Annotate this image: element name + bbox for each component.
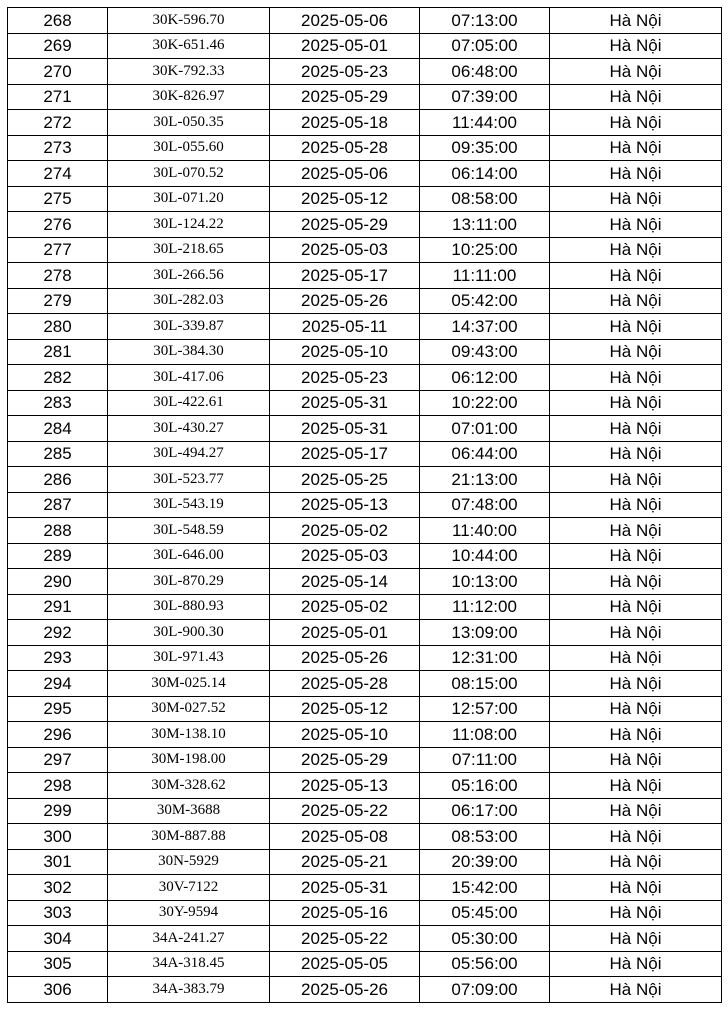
plate-number-cell: 30M-198.00 <box>108 747 270 773</box>
plate-number-cell: 30L-900.30 <box>108 620 270 646</box>
date-cell: 2025-05-28 <box>270 135 420 161</box>
time-cell: 06:14:00 <box>420 161 550 187</box>
time-cell: 07:05:00 <box>420 33 550 59</box>
location-cell: Hà Nội <box>550 365 722 391</box>
time-cell: 10:25:00 <box>420 237 550 263</box>
time-cell: 06:44:00 <box>420 441 550 467</box>
table-row <box>8 518 722 544</box>
row-number-cell: 295 <box>8 696 108 722</box>
plate-number-cell: 30V-7122 <box>108 875 270 901</box>
date-cell: 2025-05-08 <box>270 824 420 850</box>
plate-number-cell: 30L-870.29 <box>108 569 270 595</box>
date-cell: 2025-05-17 <box>270 441 420 467</box>
plate-number-cell: 30L-543.19 <box>108 492 270 518</box>
table-row <box>8 33 722 59</box>
date-cell: 2025-05-06 <box>270 8 420 34</box>
time-cell: 07:13:00 <box>420 8 550 34</box>
row-number-cell: 269 <box>8 33 108 59</box>
date-cell: 2025-05-29 <box>270 747 420 773</box>
row-number-cell: 296 <box>8 722 108 748</box>
location-cell: Hà Nội <box>550 186 722 212</box>
plate-number-cell: 30M-328.62 <box>108 773 270 799</box>
plate-number-cell: 30K-792.33 <box>108 59 270 85</box>
table-row <box>8 849 722 875</box>
location-cell: Hà Nội <box>550 620 722 646</box>
time-cell: 20:39:00 <box>420 849 550 875</box>
row-number-cell: 302 <box>8 875 108 901</box>
table-row <box>8 977 722 1003</box>
location-cell: Hà Nội <box>550 33 722 59</box>
time-cell: 07:09:00 <box>420 977 550 1003</box>
plate-number-cell: 30L-055.60 <box>108 135 270 161</box>
plate-number-cell: 30M-3688 <box>108 798 270 824</box>
time-cell: 07:48:00 <box>420 492 550 518</box>
row-number-cell: 268 <box>8 8 108 34</box>
location-cell: Hà Nội <box>550 569 722 595</box>
location-cell: Hà Nội <box>550 161 722 187</box>
date-cell: 2025-05-23 <box>270 59 420 85</box>
table-row <box>8 773 722 799</box>
location-cell: Hà Nội <box>550 645 722 671</box>
date-cell: 2025-05-12 <box>270 186 420 212</box>
row-number-cell: 286 <box>8 467 108 493</box>
plate-number-cell: 30M-027.52 <box>108 696 270 722</box>
row-number-cell: 291 <box>8 594 108 620</box>
date-cell: 2025-05-26 <box>270 977 420 1003</box>
location-cell: Hà Nội <box>550 671 722 697</box>
time-cell: 05:45:00 <box>420 900 550 926</box>
row-number-cell: 287 <box>8 492 108 518</box>
plate-number-cell: 30K-651.46 <box>108 33 270 59</box>
row-number-cell: 306 <box>8 977 108 1003</box>
date-cell: 2025-05-21 <box>270 849 420 875</box>
table-row <box>8 671 722 697</box>
time-cell: 11:40:00 <box>420 518 550 544</box>
table-row <box>8 747 722 773</box>
date-cell: 2025-05-22 <box>270 926 420 952</box>
location-cell: Hà Nội <box>550 518 722 544</box>
row-number-cell: 283 <box>8 390 108 416</box>
plate-number-cell: 30L-646.00 <box>108 543 270 569</box>
date-cell: 2025-05-17 <box>270 263 420 289</box>
time-cell: 09:43:00 <box>420 339 550 365</box>
time-cell: 07:11:00 <box>420 747 550 773</box>
location-cell: Hà Nội <box>550 543 722 569</box>
plate-number-cell: 30M-138.10 <box>108 722 270 748</box>
date-cell: 2025-05-31 <box>270 416 420 442</box>
row-number-cell: 270 <box>8 59 108 85</box>
date-cell: 2025-05-13 <box>270 773 420 799</box>
date-cell: 2025-05-26 <box>270 645 420 671</box>
table-row <box>8 135 722 161</box>
date-cell: 2025-05-06 <box>270 161 420 187</box>
table-row <box>8 875 722 901</box>
row-number-cell: 278 <box>8 263 108 289</box>
row-number-cell: 277 <box>8 237 108 263</box>
time-cell: 10:22:00 <box>420 390 550 416</box>
table-row <box>8 237 722 263</box>
location-cell: Hà Nội <box>550 314 722 340</box>
date-cell: 2025-05-12 <box>270 696 420 722</box>
time-cell: 21:13:00 <box>420 467 550 493</box>
location-cell: Hà Nội <box>550 875 722 901</box>
time-cell: 07:39:00 <box>420 84 550 110</box>
row-number-cell: 284 <box>8 416 108 442</box>
row-number-cell: 274 <box>8 161 108 187</box>
date-cell: 2025-05-29 <box>270 212 420 238</box>
time-cell: 08:53:00 <box>420 824 550 850</box>
plate-number-cell: 30M-887.88 <box>108 824 270 850</box>
location-cell: Hà Nội <box>550 135 722 161</box>
location-cell: Hà Nội <box>550 212 722 238</box>
location-cell: Hà Nội <box>550 339 722 365</box>
time-cell: 14:37:00 <box>420 314 550 340</box>
date-cell: 2025-05-16 <box>270 900 420 926</box>
plate-number-cell: 30L-070.52 <box>108 161 270 187</box>
time-cell: 06:17:00 <box>420 798 550 824</box>
location-cell: Hà Nội <box>550 798 722 824</box>
date-cell: 2025-05-14 <box>270 569 420 595</box>
row-number-cell: 276 <box>8 212 108 238</box>
table-row <box>8 263 722 289</box>
plate-number-cell: 30L-523.77 <box>108 467 270 493</box>
row-number-cell: 281 <box>8 339 108 365</box>
location-cell: Hà Nội <box>550 288 722 314</box>
row-number-cell: 288 <box>8 518 108 544</box>
date-cell: 2025-05-28 <box>270 671 420 697</box>
row-number-cell: 305 <box>8 951 108 977</box>
date-cell: 2025-05-26 <box>270 288 420 314</box>
location-cell: Hà Nội <box>550 263 722 289</box>
plate-number-cell: 30L-880.93 <box>108 594 270 620</box>
location-cell: Hà Nội <box>550 416 722 442</box>
plate-number-cell: 30L-417.06 <box>108 365 270 391</box>
table-row <box>8 8 722 34</box>
plate-number-cell: 34A-241.27 <box>108 926 270 952</box>
time-cell: 08:58:00 <box>420 186 550 212</box>
date-cell: 2025-05-18 <box>270 110 420 136</box>
table-row <box>8 594 722 620</box>
table-row <box>8 161 722 187</box>
table-row <box>8 722 722 748</box>
row-number-cell: 303 <box>8 900 108 926</box>
location-cell: Hà Nội <box>550 237 722 263</box>
plate-number-cell: 30L-422.61 <box>108 390 270 416</box>
location-cell: Hà Nội <box>550 824 722 850</box>
location-cell: Hà Nội <box>550 467 722 493</box>
location-cell: Hà Nội <box>550 59 722 85</box>
location-cell: Hà Nội <box>550 747 722 773</box>
violations-table <box>7 7 722 1003</box>
plate-number-cell: 30L-384.30 <box>108 339 270 365</box>
table-row <box>8 416 722 442</box>
location-cell: Hà Nội <box>550 594 722 620</box>
date-cell: 2025-05-10 <box>270 339 420 365</box>
time-cell: 05:42:00 <box>420 288 550 314</box>
date-cell: 2025-05-03 <box>270 237 420 263</box>
table-body <box>8 8 722 1003</box>
location-cell: Hà Nội <box>550 110 722 136</box>
location-cell: Hà Nội <box>550 977 722 1003</box>
row-number-cell: 282 <box>8 365 108 391</box>
plate-number-cell: 30M-025.14 <box>108 671 270 697</box>
table-row <box>8 186 722 212</box>
date-cell: 2025-05-05 <box>270 951 420 977</box>
table-row <box>8 645 722 671</box>
date-cell: 2025-05-31 <box>270 390 420 416</box>
row-number-cell: 273 <box>8 135 108 161</box>
location-cell: Hà Nội <box>550 696 722 722</box>
plate-number-cell: 30L-266.56 <box>108 263 270 289</box>
row-number-cell: 304 <box>8 926 108 952</box>
row-number-cell: 301 <box>8 849 108 875</box>
plate-number-cell: 30L-050.35 <box>108 110 270 136</box>
plate-number-cell: 34A-383.79 <box>108 977 270 1003</box>
date-cell: 2025-05-10 <box>270 722 420 748</box>
table-row <box>8 696 722 722</box>
date-cell: 2025-05-23 <box>270 365 420 391</box>
table-row <box>8 288 722 314</box>
plate-number-cell: 30L-971.43 <box>108 645 270 671</box>
date-cell: 2025-05-22 <box>270 798 420 824</box>
table-row <box>8 543 722 569</box>
table-row <box>8 951 722 977</box>
plate-number-cell: 34A-318.45 <box>108 951 270 977</box>
date-cell: 2025-05-02 <box>270 594 420 620</box>
time-cell: 06:48:00 <box>420 59 550 85</box>
plate-number-cell: 30L-124.22 <box>108 212 270 238</box>
time-cell: 13:11:00 <box>420 212 550 238</box>
plate-number-cell: 30L-548.59 <box>108 518 270 544</box>
plate-number-cell: 30L-071.20 <box>108 186 270 212</box>
plate-number-cell: 30L-430.27 <box>108 416 270 442</box>
time-cell: 05:16:00 <box>420 773 550 799</box>
date-cell: 2025-05-25 <box>270 467 420 493</box>
plate-number-cell: 30K-596.70 <box>108 8 270 34</box>
table-row <box>8 926 722 952</box>
time-cell: 06:12:00 <box>420 365 550 391</box>
row-number-cell: 290 <box>8 569 108 595</box>
date-cell: 2025-05-31 <box>270 875 420 901</box>
time-cell: 09:35:00 <box>420 135 550 161</box>
table-row <box>8 824 722 850</box>
table-row <box>8 212 722 238</box>
time-cell: 11:08:00 <box>420 722 550 748</box>
location-cell: Hà Nội <box>550 441 722 467</box>
row-number-cell: 292 <box>8 620 108 646</box>
row-number-cell: 289 <box>8 543 108 569</box>
time-cell: 08:15:00 <box>420 671 550 697</box>
table-row <box>8 492 722 518</box>
plate-number-cell: 30L-282.03 <box>108 288 270 314</box>
row-number-cell: 280 <box>8 314 108 340</box>
table-row <box>8 569 722 595</box>
location-cell: Hà Nội <box>550 492 722 518</box>
location-cell: Hà Nội <box>550 926 722 952</box>
table-row <box>8 900 722 926</box>
plate-number-cell: 30K-826.97 <box>108 84 270 110</box>
row-number-cell: 279 <box>8 288 108 314</box>
plate-number-cell: 30L-339.87 <box>108 314 270 340</box>
table-row <box>8 110 722 136</box>
table-row <box>8 59 722 85</box>
table-row <box>8 84 722 110</box>
location-cell: Hà Nội <box>550 8 722 34</box>
time-cell: 13:09:00 <box>420 620 550 646</box>
table-row <box>8 365 722 391</box>
time-cell: 12:31:00 <box>420 645 550 671</box>
time-cell: 05:56:00 <box>420 951 550 977</box>
table-row <box>8 390 722 416</box>
date-cell: 2025-05-01 <box>270 33 420 59</box>
row-number-cell: 272 <box>8 110 108 136</box>
plate-number-cell: 30L-218.65 <box>108 237 270 263</box>
table-row <box>8 314 722 340</box>
table-row <box>8 467 722 493</box>
location-cell: Hà Nội <box>550 722 722 748</box>
location-cell: Hà Nội <box>550 900 722 926</box>
time-cell: 07:01:00 <box>420 416 550 442</box>
time-cell: 10:44:00 <box>420 543 550 569</box>
date-cell: 2025-05-01 <box>270 620 420 646</box>
time-cell: 11:11:00 <box>420 263 550 289</box>
date-cell: 2025-05-03 <box>270 543 420 569</box>
date-cell: 2025-05-29 <box>270 84 420 110</box>
table-row <box>8 339 722 365</box>
time-cell: 15:42:00 <box>420 875 550 901</box>
plate-number-cell: 30Y-9594 <box>108 900 270 926</box>
row-number-cell: 293 <box>8 645 108 671</box>
row-number-cell: 297 <box>8 747 108 773</box>
table-row <box>8 798 722 824</box>
location-cell: Hà Nội <box>550 849 722 875</box>
date-cell: 2025-05-13 <box>270 492 420 518</box>
time-cell: 11:12:00 <box>420 594 550 620</box>
row-number-cell: 298 <box>8 773 108 799</box>
plate-number-cell: 30N-5929 <box>108 849 270 875</box>
location-cell: Hà Nội <box>550 951 722 977</box>
location-cell: Hà Nội <box>550 390 722 416</box>
table-row <box>8 441 722 467</box>
plate-number-cell: 30L-494.27 <box>108 441 270 467</box>
row-number-cell: 275 <box>8 186 108 212</box>
time-cell: 11:44:00 <box>420 110 550 136</box>
row-number-cell: 285 <box>8 441 108 467</box>
row-number-cell: 299 <box>8 798 108 824</box>
row-number-cell: 300 <box>8 824 108 850</box>
time-cell: 05:30:00 <box>420 926 550 952</box>
time-cell: 12:57:00 <box>420 696 550 722</box>
table-row <box>8 620 722 646</box>
date-cell: 2025-05-11 <box>270 314 420 340</box>
location-cell: Hà Nội <box>550 84 722 110</box>
row-number-cell: 294 <box>8 671 108 697</box>
time-cell: 10:13:00 <box>420 569 550 595</box>
location-cell: Hà Nội <box>550 773 722 799</box>
date-cell: 2025-05-02 <box>270 518 420 544</box>
row-number-cell: 271 <box>8 84 108 110</box>
